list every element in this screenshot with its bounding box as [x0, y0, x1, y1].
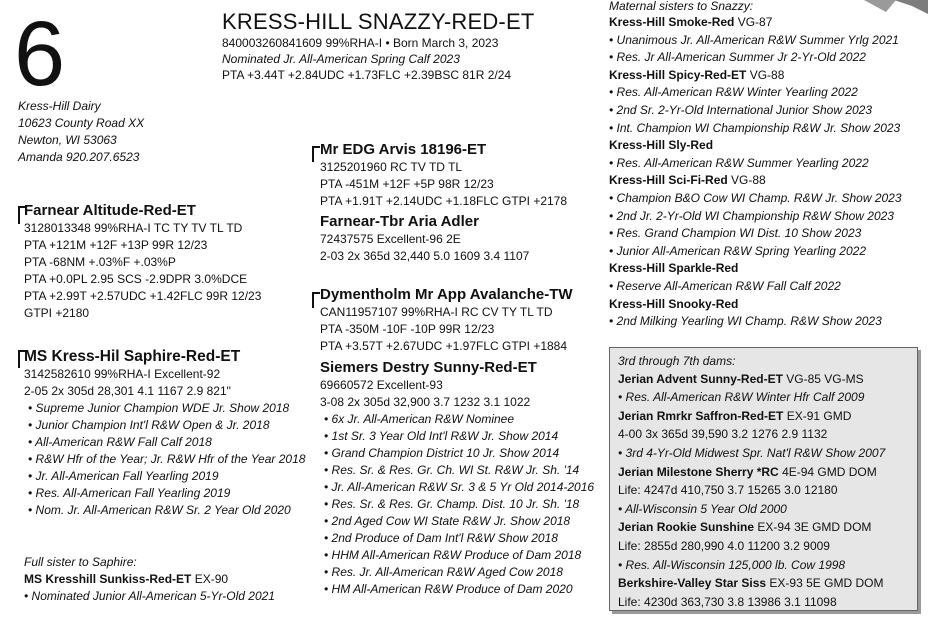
breeder-line: Newton, WI 53063 [18, 133, 117, 147]
sister-name-row [609, 172, 902, 190]
dam-sire-line: PTA -350M -10F -10P 99R 12/23 [320, 322, 495, 336]
ancestor-dam-score: VG-85 VG-MS [782, 371, 864, 386]
ancestor-dam-award: • 3rd 4-Yr-Old Midwest Spr. Nat'l R&W Show 2007 [618, 446, 886, 461]
sister-award: • Reserve All-American R&W Fall Calf 2022 [609, 278, 841, 293]
dam-dam-award: • HHM All-American R&W Produce of Dam 2018 [324, 548, 582, 562]
sire-line: PTA +0.0PL 2.95 SCS -2.9DPR 3.0%DCE [24, 272, 248, 286]
ancestor-dam-score: EX-94 3E GMD DOM [754, 520, 872, 535]
sister-score: VG-88 [746, 67, 785, 82]
ancestor-dam-name-row [618, 463, 917, 482]
animal-id-line: 840003260841609 99%RHA-I • Born March 3, 2023 [222, 36, 499, 50]
breeder-line: Kress-Hill Dairy [18, 99, 101, 113]
dams-box [609, 347, 918, 611]
sister-award: • Int. Champion WI Championship R&W Jr. Show 2023 [609, 120, 901, 135]
dam-dam-line: 69660572 Excellent-93 [320, 378, 443, 392]
sire-line: GTPI +2180 [24, 306, 90, 320]
sire-dam-line: 2-03 2x 365d 32,440 5.0 1609 3.4 1107 [320, 249, 530, 263]
sister-award: • Champion B&O Cow WI Champ. R&W Jr. Show 2023 [609, 190, 902, 205]
full-sister-name: MS Kresshill Sunkiss-Red-ET [24, 572, 192, 586]
dam-dam-block [320, 359, 594, 598]
maternal-sisters-list [609, 14, 902, 331]
sire-dam-name: Farnear-Tbr Aria Adler [320, 213, 479, 230]
dam-dam-award: • 6x Jr. All-American R&W Nominee [324, 412, 515, 426]
dams-box-heading: 3rd through 7th dams: [618, 354, 736, 368]
ancestor-dam-score: 4E-94 GMD DOM [778, 464, 877, 479]
sire-sire-line: PTA -451M +12F +5P 98R 12/23 [320, 177, 494, 191]
dam-dam-award: • Res. Jr. All-American R&W Aged Cow 2018 [324, 565, 563, 579]
dam-sire-line: PTA +3.57T +2.67UDC +1.97FLC GTPI +1884 [320, 339, 568, 353]
dam-dam-name: Siemers Destry Sunny-Red-ET [320, 359, 537, 376]
dam-dam-award: • Res. Sr. & Res. Gr. Ch. WI St. R&W Jr. Sh. '14 [324, 463, 580, 477]
sister-name-row [609, 14, 902, 32]
ancestor-dam-name: Jerian Rookie Sunshine [618, 520, 755, 535]
animal-nomination: Nominated Jr. All-American Spring Calf 2023 [222, 52, 460, 66]
dams-box-list [618, 370, 917, 612]
sire-line: PTA +121M +12F +13P 99R 12/23 [24, 238, 208, 252]
sire-sire-line: 3125201960 RC TV TD TL [320, 160, 463, 174]
sire-dam-block [320, 213, 529, 265]
dam-sire-bracket [312, 292, 320, 308]
sire-sire-name: Mr EDG Arvis 18196-ET [320, 141, 487, 158]
animal-header [222, 9, 534, 83]
ancestor-dam-name: Jerian Rmrkr Saffron-Red-ET [618, 408, 784, 423]
dam-block [24, 348, 305, 519]
sister-name: Kress-Hill Sparkle-Red [609, 261, 739, 276]
sister-name: Kress-Hill Sci-Fi-Red [609, 173, 728, 188]
breeder-info [18, 98, 144, 166]
full-sister-block [24, 554, 275, 605]
ancestor-dam-name-row [618, 370, 917, 389]
dam-dam-line: 3-08 2x 305d 32,900 3.7 1232 3.1 1022 [320, 395, 531, 409]
sire-sire-line: PTA +1.91T +2.14UDC +1.18FLC GTPI +2178 [320, 194, 568, 208]
dam-award: • Supreme Junior Champion WDE Jr. Show 2018 [28, 401, 290, 415]
sister-award: • Res. Grand Champion WI Dist. 10 Show 2023 [609, 226, 862, 241]
full-sister-score: EX-90 [191, 572, 229, 586]
ancestor-dam-name-row [618, 574, 917, 593]
dam-dam-award: • 2nd Aged Cow WI State R&W Jr. Show 2018 [324, 514, 571, 528]
ancestor-dam-name: Jerian Advent Sunny-Red-ET [618, 371, 783, 386]
sister-score: VG-88 [727, 173, 766, 188]
dam-line: 2-05 2x 305d 28,301 4.1 1167 2.9 821" [24, 384, 231, 398]
dam-award: • All-American R&W Fall Calf 2018 [28, 435, 212, 449]
dam-dam-award: • Jr. All-American R&W Sr. 3 & 5 Yr Old 2014-2016 [324, 480, 595, 494]
animal-pta: PTA +3.44T +2.84UDC +1.73FLC +2.39BSC 81R 2/24 [222, 68, 512, 82]
sire-line: 3128013348 99%RHA-I TC TY TV TL TD [24, 221, 243, 235]
ancestor-dam-record: 4-00 3x 365d 39,590 3.2 1276 2.9 1132 [618, 427, 828, 442]
dam-award: • Res. All-American Fall Yearling 2019 [28, 486, 231, 500]
dam-sire-line: CAN11957107 99%RHA-I RC CV TY TL TD [320, 305, 553, 319]
ancestor-dam-name: Berkshire-Valley Star Siss [618, 576, 767, 591]
sire-sire-block [320, 141, 567, 210]
dam-award: • Junior Champion Int'l R&W Open & Jr. 2018 [28, 418, 270, 432]
sister-award: • 2nd Milking Yearling WI Champ. R&W Show 2023 [609, 314, 882, 329]
sister-name-row [609, 296, 902, 314]
dam-dam-award: • 2nd Produce of Dam Int'l R&W Show 2018 [324, 531, 558, 545]
breeder-line: 10623 County Road XX [18, 116, 145, 130]
sister-award: • 2nd Jr. 2-Yr-Old WI Championship R&W Show 2023 [609, 208, 894, 223]
sister-name: Kress-Hill Smoke-Red [609, 15, 735, 29]
sister-score: VG-87 [734, 15, 773, 29]
sister-award: • 2nd Sr. 2-Yr-Old International Junior Show 2023 [609, 102, 873, 117]
sister-name-row [609, 67, 902, 85]
dam-name: MS Kress-Hil Saphire-Red-ET [24, 348, 241, 365]
full-sister-heading: Full sister to Saphire: [24, 555, 137, 569]
sister-award: • Res. Jr All-American Summer Jr 2-Yr-Old 2022 [609, 50, 866, 65]
ancestor-dam-record: Life: 4230d 363,730 3.8 13986 3.1 11098 [618, 594, 837, 609]
ancestor-dam-record: Life: 4247d 410,750 3.7 15265 3.0 12180 [618, 483, 838, 498]
ancestor-dam-name-row [618, 518, 917, 537]
dam-award: • Nom. Jr. All-American R&W Sr. 2 Year Old 2020 [28, 503, 291, 517]
dam-award: • Jr. All-American Fall Yearling 2019 [28, 469, 219, 483]
ancestor-dam-award: • All-Wisconsin 5 Year Old 2000 [618, 501, 787, 516]
dam-sire-name: Dymentholm Mr App Avalanche-TW [320, 286, 573, 303]
breeder-line: Amanda 920.207.6523 [18, 150, 140, 164]
dam-line: 3142582610 99%RHA-I Excellent-92 [24, 367, 221, 381]
ancestor-dam-score: EX-93 5E GMD DOM [766, 576, 884, 591]
sire-line: PTA +2.99T +2.57UDC +1.42FLC 99R 12/23 [24, 289, 262, 303]
dam-dam-award: • Res. Sr. & Res. Gr. Champ. Dist. 10 Jr. Sh. '18 [324, 497, 580, 511]
sire-dam-line: 72437575 Excellent-96 2E [320, 232, 461, 246]
animal-name: KRESS-HILL SNAZZY-RED-ET [222, 9, 535, 34]
sister-award: • Res. All-American R&W Summer Yearling 2022 [609, 155, 869, 170]
lot-number: 6 [14, 3, 64, 105]
sister-name: Kress-Hill Spicy-Red-ET [609, 67, 747, 82]
sire-line: PTA -68NM +.03%F +.03%P [24, 255, 176, 269]
ancestor-dam-record: Life: 2855d 280,990 4.0 11200 3.2 9009 [618, 539, 830, 554]
sister-name: Kress-Hill Sly-Red [609, 138, 714, 153]
ancestor-dam-score: EX-91 GMD [783, 408, 852, 423]
sire-block [24, 202, 261, 322]
dam-dam-award: • 1st Sr. 3 Year Old Int'l R&W Jr. Show 2014 [324, 429, 559, 443]
ancestor-dam-award: • Res. All-Wisconsin 125,000 lb. Cow 1998 [618, 557, 846, 572]
sire-name: Farnear Altitude-Red-ET [24, 202, 196, 219]
ancestor-dam-award: • Res. All-American R&W Winter Hfr Calf 2009 [618, 390, 865, 405]
ancestor-dam-name: Jerian Milestone Sherry *RC [618, 464, 779, 479]
dam-sire-block [320, 286, 573, 355]
full-sister-award: • Nominated Junior All-American 5-Yr-Old 2021 [24, 589, 275, 603]
sister-name: Kress-Hill Snooky-Red [609, 296, 739, 311]
dam-award: • R&W Hfr of the Year; Jr. R&W Hfr of the Year 2018 [28, 452, 306, 466]
maternal-sisters-block [609, 0, 902, 331]
sister-name-row [609, 137, 902, 155]
sister-award: • Junior All-American R&W Spring Yearling 2022 [609, 243, 866, 258]
sister-award: • Res. All-American R&W Winter Yearling 2022 [609, 85, 858, 100]
sister-award: • Unanimous Jr. All-American R&W Summer Yrlg 2021 [609, 32, 899, 47]
sister-name-row [609, 260, 902, 278]
sire-sire-bracket [312, 146, 320, 162]
ancestor-dam-name-row [618, 407, 917, 426]
maternal-sisters-heading: Maternal sisters to Snazzy: [609, 0, 754, 13]
dam-dam-award: • Grand Champion District 10 Jr. Show 2014 [324, 446, 560, 460]
dam-dam-award: • HM All-American R&W Produce of Dam 2020 [324, 582, 573, 596]
